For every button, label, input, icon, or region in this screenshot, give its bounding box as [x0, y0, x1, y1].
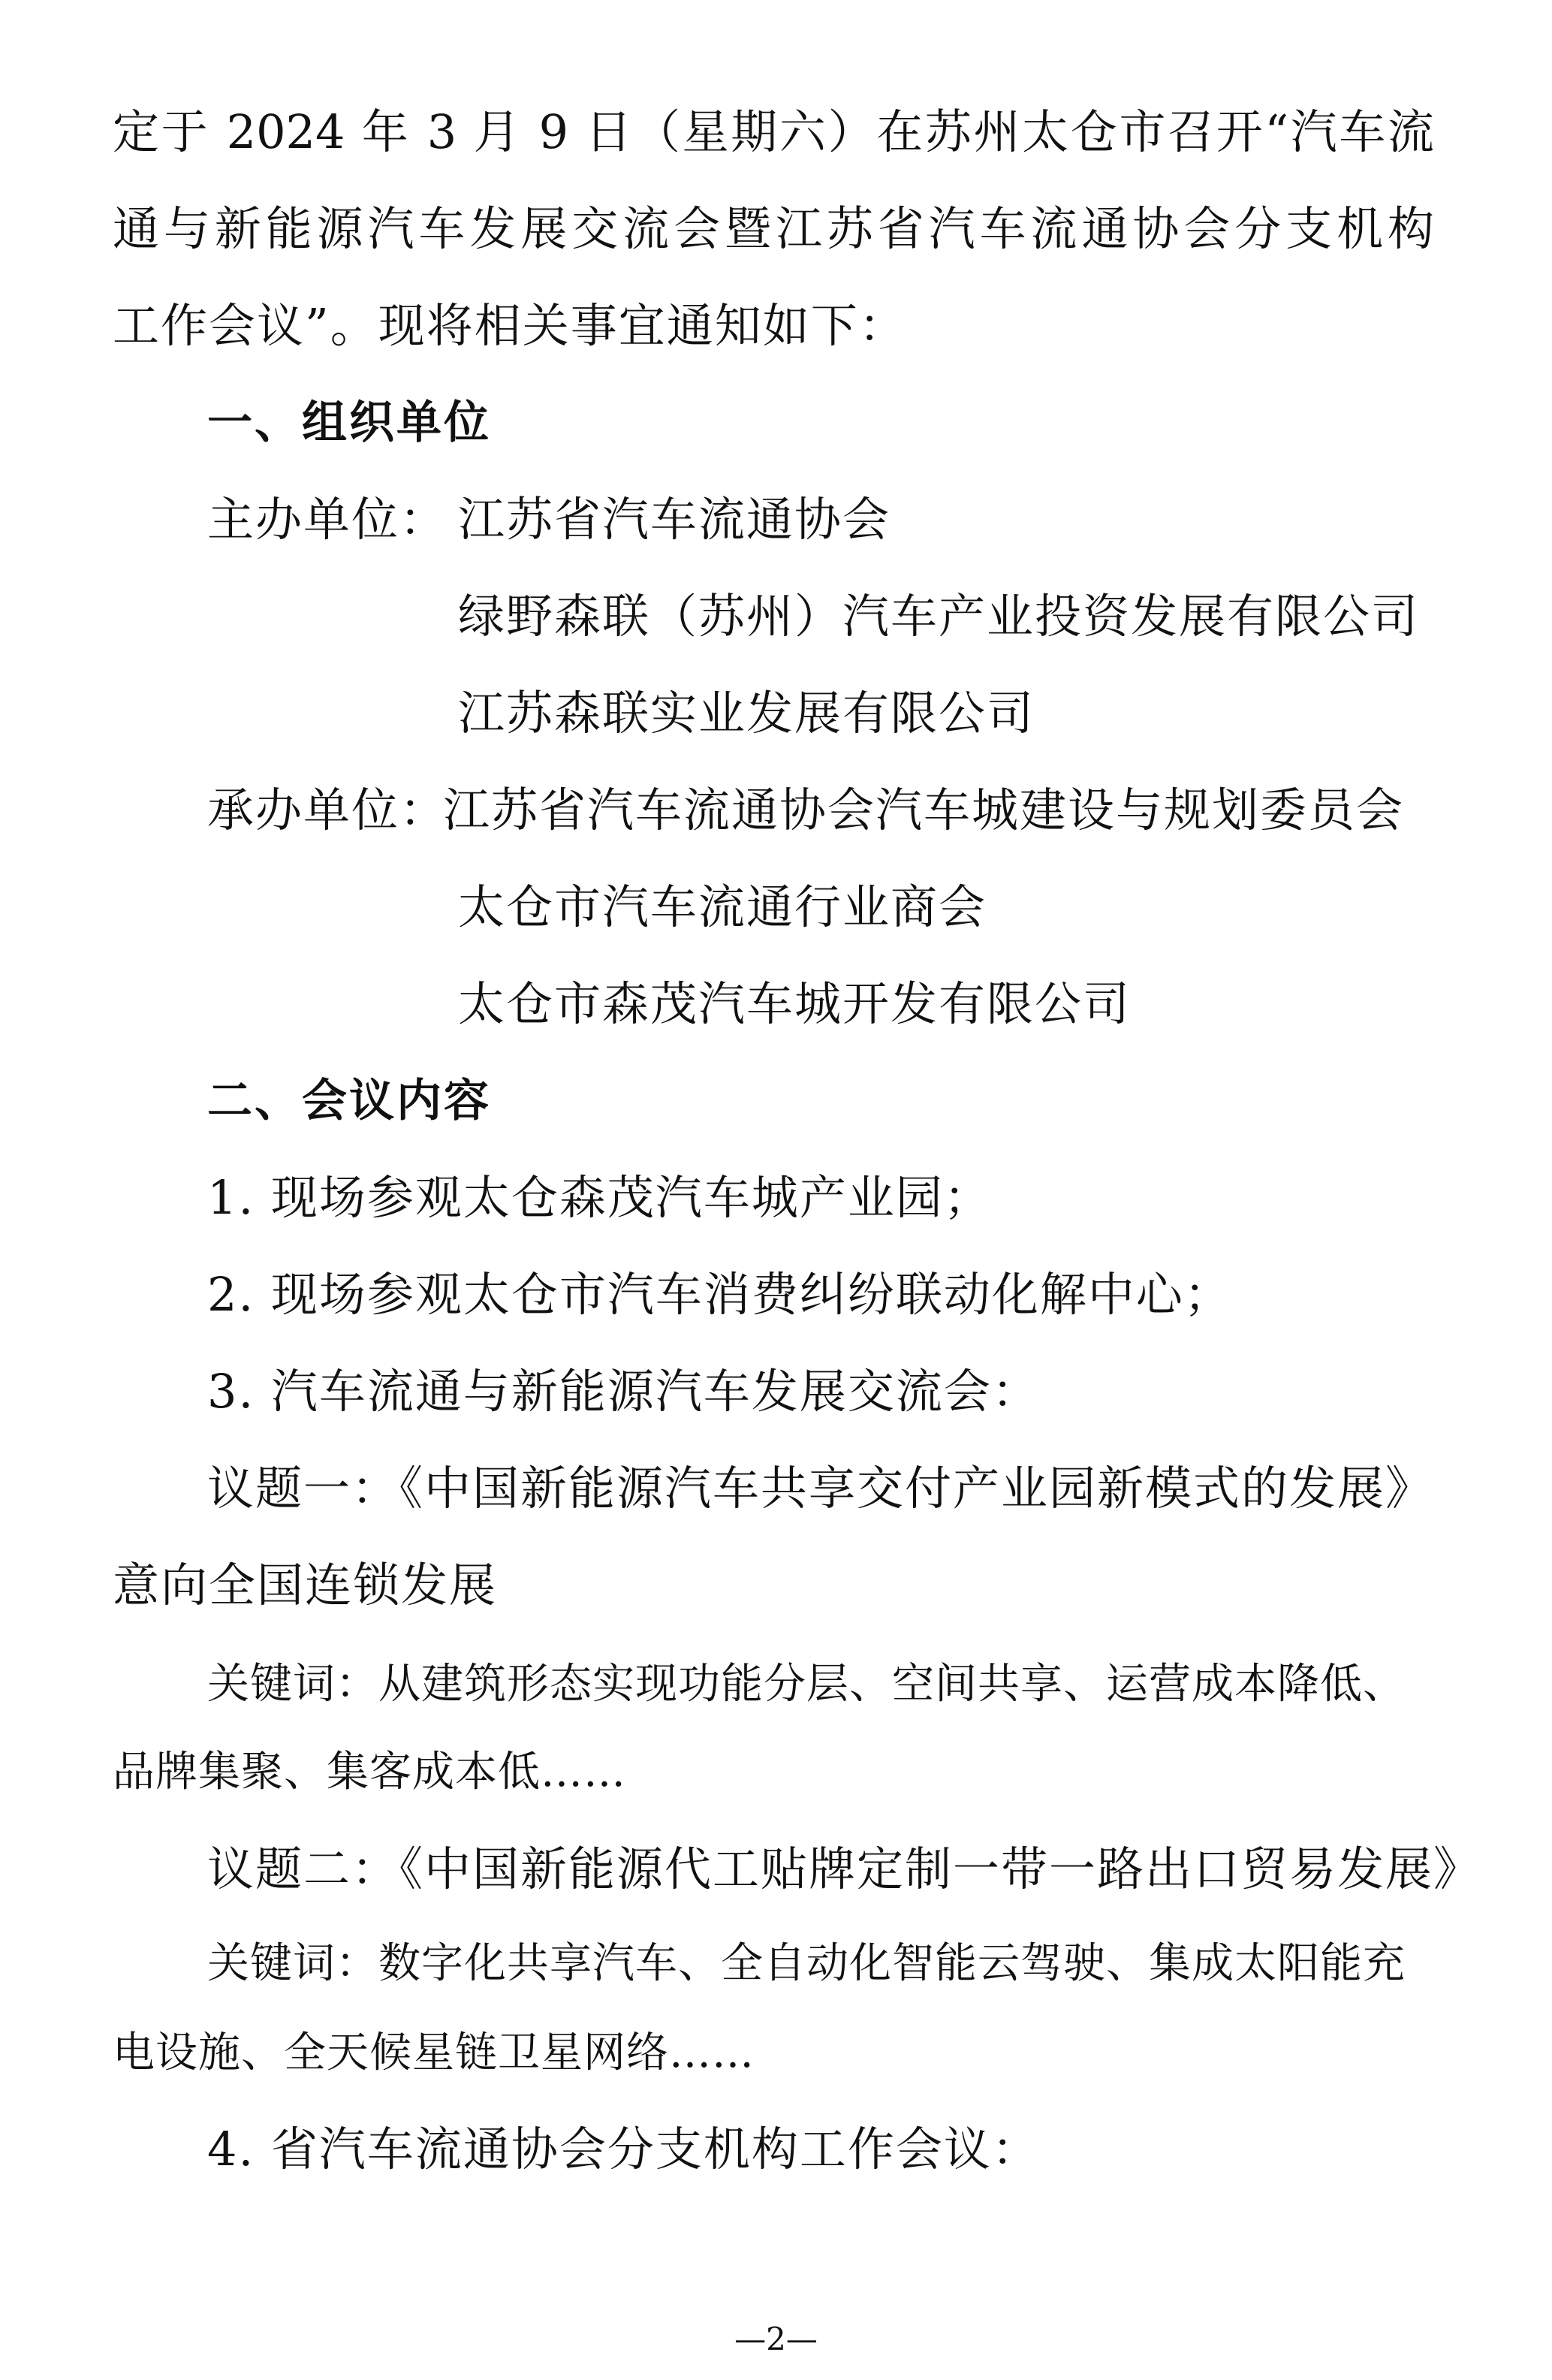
section-1-title: 一、组织单位: [207, 397, 491, 449]
content-item-4: 4. 省汽车流通协会分支机构工作会议：: [207, 2122, 1040, 2176]
host-unit-1: 江苏省汽车流通协会: [458, 492, 891, 547]
topic-2: 议题二：《中国新能源代工贴牌定制一带一路出口贸易发展》: [207, 1842, 1482, 1896]
keywords-1-line-2: 品牌集聚、集客成本低……: [113, 1748, 626, 1796]
host-unit-3: 江苏森联实业发展有限公司: [458, 686, 1035, 741]
content-item-1: 1. 现场参观太仓森茂汽车城产业园；: [207, 1170, 992, 1225]
page-number: —2—: [734, 2321, 818, 2357]
keywords-1-line-1: 关键词：从建筑形态实现功能分层、空间共享、运营成本降低、: [207, 1660, 1406, 1709]
content-item-3: 3. 汽车流通与新能源汽车发展交流会：: [207, 1364, 1040, 1419]
organizer-label: 承办单位：: [207, 783, 448, 837]
topic-1-line-1: 议题一：《中国新能源汽车共享交付产业园新模式的发展》: [207, 1461, 1434, 1516]
organizer-unit-3: 太仓市森茂汽车城开发有限公司: [458, 976, 1132, 1031]
organizer-unit-1: 江苏省汽车流通协会汽车城建设与规划委员会: [443, 783, 1405, 837]
keywords-2-line-2: 电设施、全天候星链卫星网络……: [113, 2029, 755, 2077]
section-2-title: 二、会议内容: [207, 1075, 491, 1127]
content-item-2: 2. 现场参观太仓市汽车消费纠纷联动化解中心；: [207, 1267, 1232, 1322]
keywords-2-line-1: 关键词：数字化共享汽车、全自动化智能云驾驶、集成太阳能充: [207, 1939, 1406, 1988]
topic-1-line-2: 意向全国连锁发展: [113, 1558, 498, 1612]
organizer-unit-2: 太仓市汽车流通行业商会: [458, 879, 987, 934]
intro-line-2: 通与新能源汽车发展交流会暨江苏省汽车流通协会分支机构: [113, 201, 1434, 256]
host-label: 主办单位：: [207, 492, 448, 547]
intro-line-3: 工作会议”。现将相关事宜通知如下：: [113, 298, 907, 353]
host-unit-2: 绿野森联（苏州）汽车产业投资发展有限公司: [458, 589, 1420, 644]
intro-line-1: 定于 2024 年 3 月 9 日（星期六）在苏州太仓市召开“汽车流: [113, 104, 1434, 159]
